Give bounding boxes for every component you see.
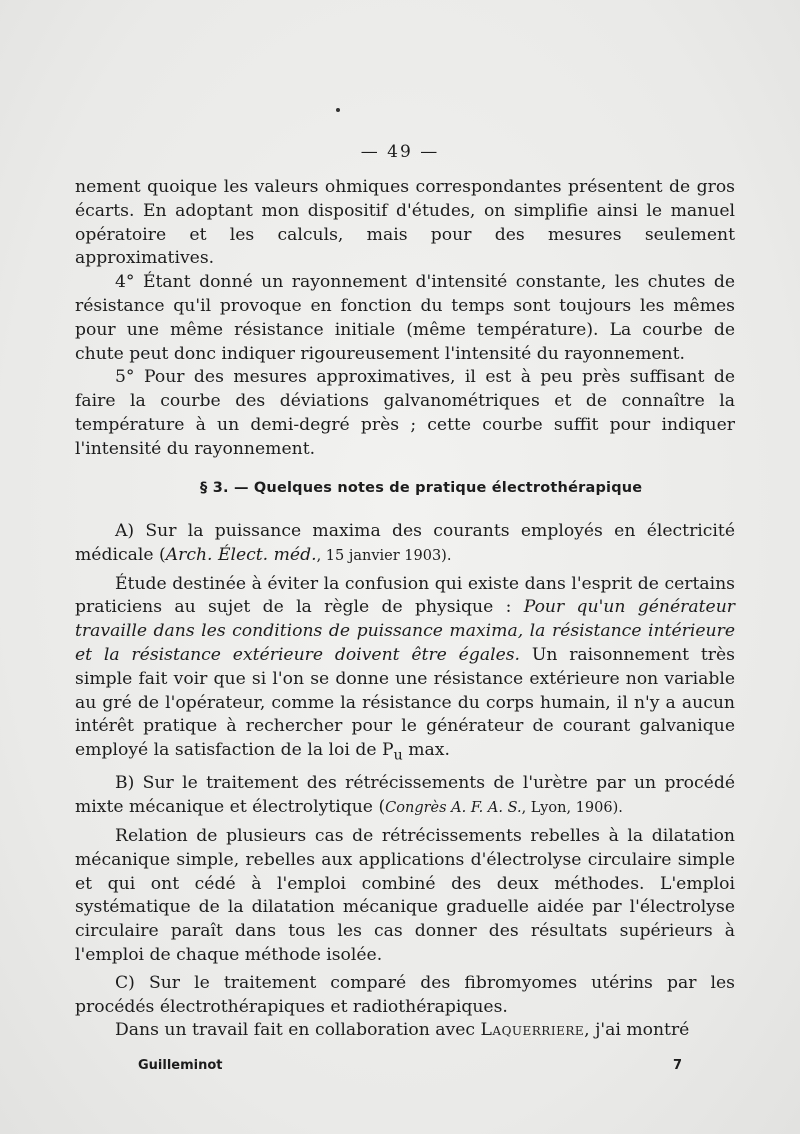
paragraph-point-5: 5° Pour des mesures approximatives, il est à peu près suffisant de faire la courbe des déviations galvanométriques et de connaître la température à un demi-degré près ; cette courbe suffit pour indiquer l'intensité du rayonnement. [75, 367, 735, 459]
paragraph-b [75, 772, 735, 821]
subscript-u: u [393, 747, 403, 764]
paragraph-d [75, 1019, 735, 1043]
paragraph-a-date: , 15 janvier 1903). [316, 547, 452, 564]
paragraph-d-lead: Dans un travail fait en collaboration avec [115, 1020, 481, 1041]
page-number: — 49 — [360, 142, 440, 162]
ink-speck [336, 108, 340, 112]
signature-mark: 7 [672, 1058, 682, 1073]
paragraph-a [75, 520, 735, 569]
paragraph-a-detail-end: max. [402, 740, 450, 761]
paragraph-b-text: B) Sur le traitement des rétrécissements de l'urètre par un procédé mixte mécanique et électrolytique ( [75, 773, 735, 818]
paragraph-c: C) Sur le traitement comparé des fibromyomes utérins par les procédés électrothérapiques et radiothérapiques. [75, 972, 735, 1017]
paragraph-continuation: nement quoique les valeurs ohmiques correspondantes présentent de gros écarts. En adoptant mon dispositif d'études, on simplifie ainsi le manuel opératoire et les calculs, mais pour des mesures seulement approximatives. [75, 177, 735, 269]
paragraph-point-4: 4° Étant donné un rayonnement d'intensité constante, les chutes de résistance qu'il provoque en fonction du temps sont toujours les mêmes pour une même résistance initiale (même température). La courbe de chute peut donc indiquer rigoureusement l'intensité du rayonnement. [75, 272, 735, 364]
page-footer [138, 1058, 682, 1073]
paragraph-b-detail: Relation de plusieurs cas de rétrécissements rebelles à la dilatation mécanique simple, rebelles aux applications d'électrolyse circulaire simple et qui ont cédé à l'emploi combiné des deux méthodes. L'emploi systématique de la dilatation mécanique graduelle aidée par l'électrolyse circulaire paraît dans tous les cas donner des résultats supérieurs à l'emploi de chaque méthode isolée. [75, 826, 735, 965]
paragraph-d-tail: , j'ai montré [584, 1020, 690, 1041]
section-heading: § 3. — Quelques notes de pratique électrothérapique [200, 480, 643, 496]
body-top [75, 176, 735, 462]
physics-rule: Pour qu'un générateur travaille dans les conditions de puissance maxima, la résistance intérieure et la résistance extérieure doivent être égales. [75, 597, 735, 665]
footer-author: Guilleminot [138, 1058, 223, 1073]
paragraph-a-detail-tail: Un raisonnement très simple fait voir que si l'on se donne une résistance extérieure non variable au gré de l'opérateur, comme la résistance du corps humain, il n'y a aucun intérêt pratique à rechercher pour le générateur de courant galvanique employé la satisfaction de la loi de P [75, 644, 735, 761]
paragraph-a-detail-lead: Étude destinée à éviter la confusion qui existe dans l'esprit de certains praticiens au sujet de la règle de physique : [75, 573, 735, 618]
author-name: Laquerriere [480, 1020, 585, 1041]
body-section-3 [75, 520, 735, 1043]
paragraph-b-source: Congrès A. F. A. S. [385, 800, 522, 817]
paragraph-b-date: , Lyon, 1906). [521, 800, 623, 817]
paragraph-a-text: A) Sur la puissance maxima des courants employés en électricité médicale ( [75, 521, 735, 565]
paragraph-a-source: Arch. Élect. méd. [165, 544, 317, 565]
paragraph-a-detail [75, 573, 735, 769]
